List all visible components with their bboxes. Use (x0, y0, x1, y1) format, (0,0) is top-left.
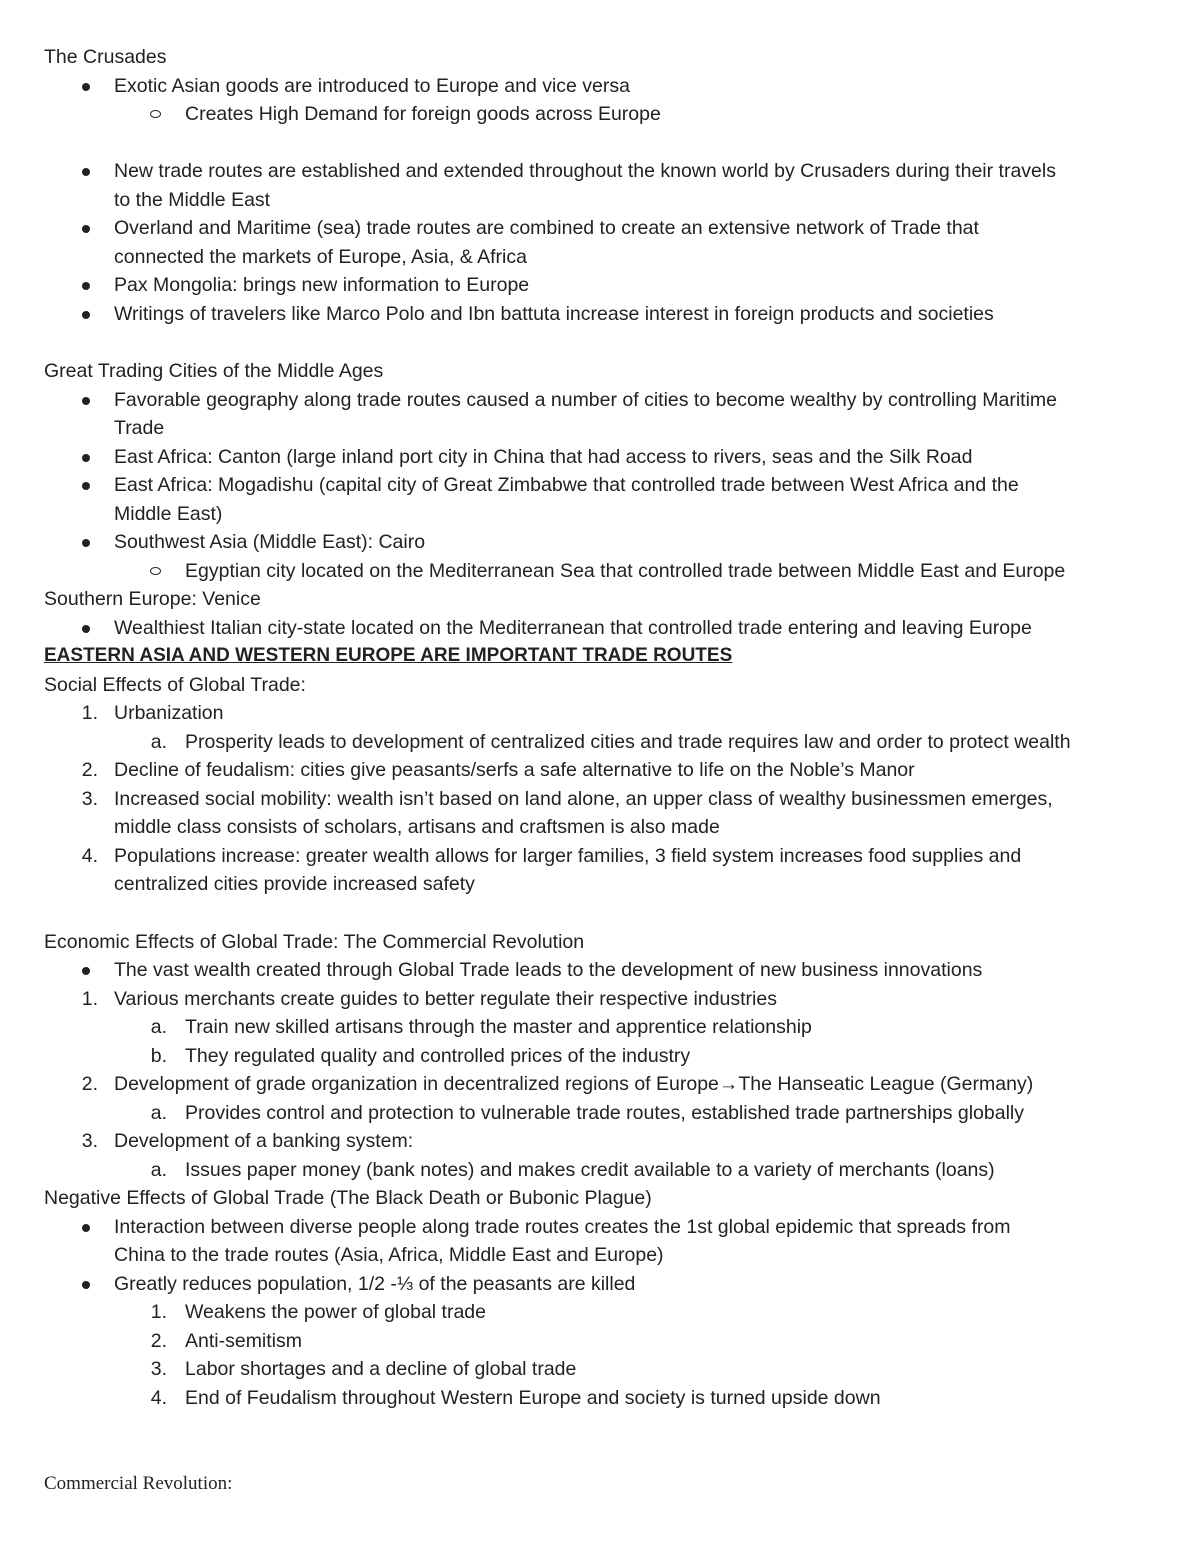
bullet-icon (82, 168, 90, 176)
circle-bullet-icon (150, 110, 161, 118)
numbered-item: 1. Urbanization (81, 702, 224, 724)
list-item: Favorable geography along trade routes caused a number of cities to become wealthy by controlling Maritime (0, 386, 1200, 415)
numbered-item: 2. Anti-semitism (150, 1330, 303, 1352)
lettered-item: a. Provides control and protection to vulnerable trade routes, established trade partnerships globally (150, 1102, 1024, 1124)
bullet-icon (82, 311, 90, 319)
numbered-item: 4. Populations increase: greater wealth allows for larger families, 3 field system increases food supplies and (81, 845, 1022, 867)
list-item: East Africa: Canton (large inland port city in China that had access to rivers, seas and the Silk Road (0, 443, 1200, 472)
section-title-social: Social Effects of Global Trade: (44, 674, 306, 696)
list-item: Pax Mongolia: brings new information to Europe (0, 271, 1200, 300)
numbered-item: 4. End of Feudalism throughout Western Europe and society is turned upside down (150, 1387, 881, 1409)
list-item-continuation: to the Middle East (114, 189, 271, 211)
bullet-icon (82, 83, 90, 91)
lettered-item: a. Prosperity leads to development of centralized cities and trade requires law and order to protect wealth (150, 731, 1071, 753)
numbered-item-continuation: centralized cities provide increased safety (114, 873, 475, 895)
list-item-continuation: China to the trade routes (Asia, Africa, Middle East and Europe) (114, 1244, 664, 1266)
list-item: Creates High Demand for foreign goods across Europe (0, 100, 1200, 129)
list-item-continuation: connected the markets of Europe, Asia, & Africa (114, 246, 527, 268)
numbered-item: 3. Increased social mobility: wealth isn’t based on land alone, an upper class of wealthy businessmen emerges, (81, 788, 1053, 810)
numbered-item: 2. Development of grade organization in decentralized regions of Europe→The Hanseatic League (Germany) (81, 1073, 1034, 1095)
list-item: The vast wealth created through Global Trade leads to the development of new business innovations (0, 956, 1200, 985)
list-item: Exotic Asian goods are introduced to Europe and vice versa (0, 72, 1200, 101)
list-item: Greatly reduces population, 1/2 -⅓ of the peasants are killed (0, 1270, 1200, 1299)
section-title-venice: Southern Europe: Venice (44, 588, 261, 610)
lettered-item: a. Train new skilled artisans through the master and apprentice relationship (150, 1016, 812, 1038)
bold-heading: EASTERN ASIA AND WESTERN EUROPE ARE IMPORTANT TRADE ROUTES (44, 645, 733, 666)
list-item: Southwest Asia (Middle East): Cairo (0, 528, 1200, 557)
circle-bullet-icon (150, 567, 161, 575)
list-item-continuation: Middle East) (114, 503, 223, 525)
bullet-icon (82, 539, 90, 547)
list-item: New trade routes are established and extended throughout the known world by Crusaders during their travels (0, 157, 1200, 186)
list-item: East Africa: Mogadishu (capital city of Great Zimbabwe that controlled trade between West Africa and the (0, 471, 1200, 500)
list-item: Overland and Maritime (sea) trade routes are combined to create an extensive network of Trade that (0, 214, 1200, 243)
lettered-item: a. Issues paper money (bank notes) and makes credit available to a variety of merchants (loans) (150, 1159, 995, 1181)
numbered-item: 1. Weakens the power of global trade (150, 1301, 486, 1323)
bullet-icon (82, 225, 90, 233)
bullet-icon (82, 1224, 90, 1232)
section-title-crusades: The Crusades (44, 46, 167, 68)
bullet-icon (82, 397, 90, 405)
list-item: Egyptian city located on the Mediterranean Sea that controlled trade between Middle East and Europe (0, 557, 1200, 586)
bullet-icon (82, 1281, 90, 1289)
bullet-icon (82, 282, 90, 290)
section-title-cities: Great Trading Cities of the Middle Ages (44, 360, 384, 382)
numbered-item: 1. Various merchants create guides to better regulate their respective industries (81, 988, 777, 1010)
bullet-icon (82, 454, 90, 462)
bullet-icon (82, 625, 90, 633)
numbered-item: 2. Decline of feudalism: cities give peasants/serfs a safe alternative to life on the Noble’s Manor (81, 759, 915, 781)
list-item: Writings of travelers like Marco Polo and Ibn battuta increase interest in foreign products and societies (0, 300, 1200, 329)
section-title-economic: Economic Effects of Global Trade: The Commercial Revolution (44, 931, 585, 953)
list-item: Wealthiest Italian city-state located on the Mediterranean that controlled trade entering and leaving Europe (0, 614, 1200, 643)
bullet-icon (82, 967, 90, 975)
numbered-item: 3. Labor shortages and a decline of global trade (150, 1358, 577, 1380)
lettered-item: b. They regulated quality and controlled prices of the industry (150, 1045, 691, 1067)
list-item: Interaction between diverse people along trade routes creates the 1st global epidemic that spreads from (0, 1213, 1200, 1242)
numbered-item: 3. Development of a banking system: (81, 1130, 414, 1152)
section-title-negative: Negative Effects of Global Trade (The Black Death or Bubonic Plague) (44, 1187, 652, 1209)
bullet-icon (82, 482, 90, 490)
numbered-item-continuation: middle class consists of scholars, artisans and craftsmen is also made (114, 816, 720, 838)
list-item-continuation: Trade (114, 417, 165, 439)
footer-title: Commercial Revolution: (44, 1473, 233, 1494)
